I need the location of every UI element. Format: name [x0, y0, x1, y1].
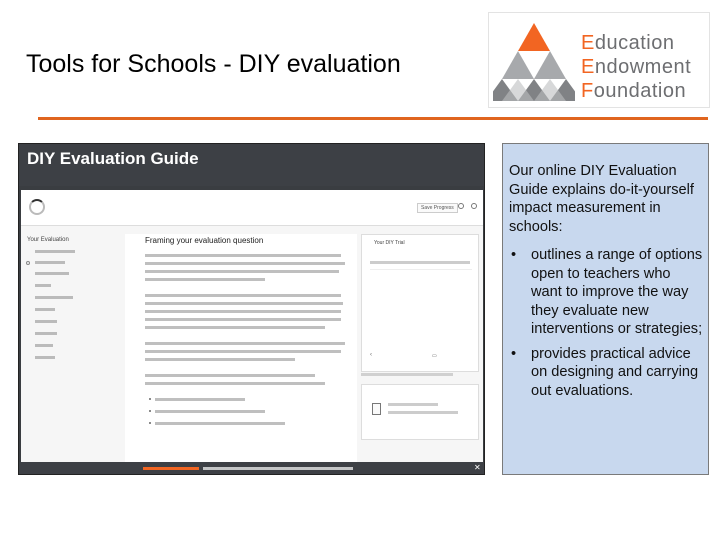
notes-textarea[interactable] [370, 269, 472, 349]
intro-guide-name: DIY Evaluation Guide [509, 163, 677, 198]
text-line [155, 422, 285, 425]
footer-highlight [143, 467, 199, 470]
diy-guide-screenshot [18, 143, 485, 475]
text-line [145, 294, 341, 297]
screenshot-left-nav [21, 234, 117, 462]
nav-line [35, 284, 51, 287]
trial-notes-card [361, 234, 479, 372]
text-line [370, 261, 470, 264]
trial-card-title: Your DIY Trial [374, 240, 405, 246]
text-line [145, 278, 265, 281]
nav-line [35, 332, 57, 335]
main-heading: Framing your evaluation question [145, 236, 264, 245]
text-line [145, 382, 325, 385]
eef-logo [488, 12, 710, 108]
nav-heading: Your Evaluation [27, 237, 69, 243]
bullet-text: provides practical advice on designing and carrying out evaluations. [531, 345, 699, 399]
text-line [145, 342, 345, 345]
intro-text-end: explains do-it-yourself impact measurement in schools: [509, 181, 694, 235]
text-line [145, 302, 343, 305]
nav-line [35, 356, 55, 359]
eef-wordmark: Education Endowment Foundation [581, 32, 692, 102]
text-line [155, 410, 265, 413]
text-line [145, 350, 341, 353]
list-item [509, 345, 704, 401]
text-line [145, 262, 345, 265]
nav-line [35, 261, 65, 264]
screenshot-footer [19, 462, 484, 475]
text-line [145, 374, 315, 377]
intro-text-start: Our online [509, 163, 581, 179]
text-line [155, 398, 245, 401]
nav-line [35, 272, 69, 275]
bullet-icon [149, 398, 151, 400]
text-line [145, 318, 341, 321]
panel-intro [509, 162, 704, 236]
bullet-text: outlines a range of options open to teachers who want to improve the way they evaluate new interventions or strategies; [531, 247, 703, 337]
bullet-icon: • [511, 345, 517, 362]
slide-title: Tools for Schools - DIY evaluation [26, 50, 401, 78]
screenshot-body [21, 190, 483, 462]
nav-line [35, 320, 57, 323]
nav-line [35, 296, 73, 299]
text-line [145, 254, 341, 257]
info-icon [471, 203, 477, 209]
description-panel [502, 143, 709, 475]
bullet-icon [149, 422, 151, 424]
settings-icon [458, 203, 464, 209]
screenshot-right-column [361, 234, 479, 462]
list-item [509, 246, 704, 339]
save-progress-button[interactable]: Save Progress [417, 203, 458, 213]
nav-line [35, 344, 53, 347]
nav-marker-icon [26, 261, 30, 265]
text-line [388, 411, 458, 414]
progress-ring-icon [29, 199, 45, 215]
nav-line [35, 250, 75, 253]
text-line [388, 403, 438, 406]
bullet-icon: • [511, 247, 517, 263]
footer-text [203, 467, 353, 470]
text-line [145, 310, 341, 313]
accent-rule [38, 117, 708, 120]
chevron-left-icon[interactable]: ‹ [370, 352, 372, 358]
screenshot-main-column [125, 234, 357, 462]
text-line [145, 358, 295, 361]
close-icon[interactable]: ✕ [474, 463, 481, 472]
document-icon [372, 403, 381, 415]
screenshot-header [19, 144, 484, 186]
screenshot-toolbar [21, 190, 483, 226]
text-line [145, 270, 339, 273]
resources-card [361, 384, 479, 440]
panel-bullet-list [509, 246, 704, 400]
bullet-icon [149, 410, 151, 412]
save-continue-button[interactable]: ▭ [432, 353, 437, 359]
text-line [361, 373, 453, 376]
screenshot-title: DIY Evaluation Guide [27, 149, 199, 168]
text-line [145, 326, 325, 329]
nav-line [35, 308, 55, 311]
eef-triangle-logo-icon [493, 21, 575, 101]
